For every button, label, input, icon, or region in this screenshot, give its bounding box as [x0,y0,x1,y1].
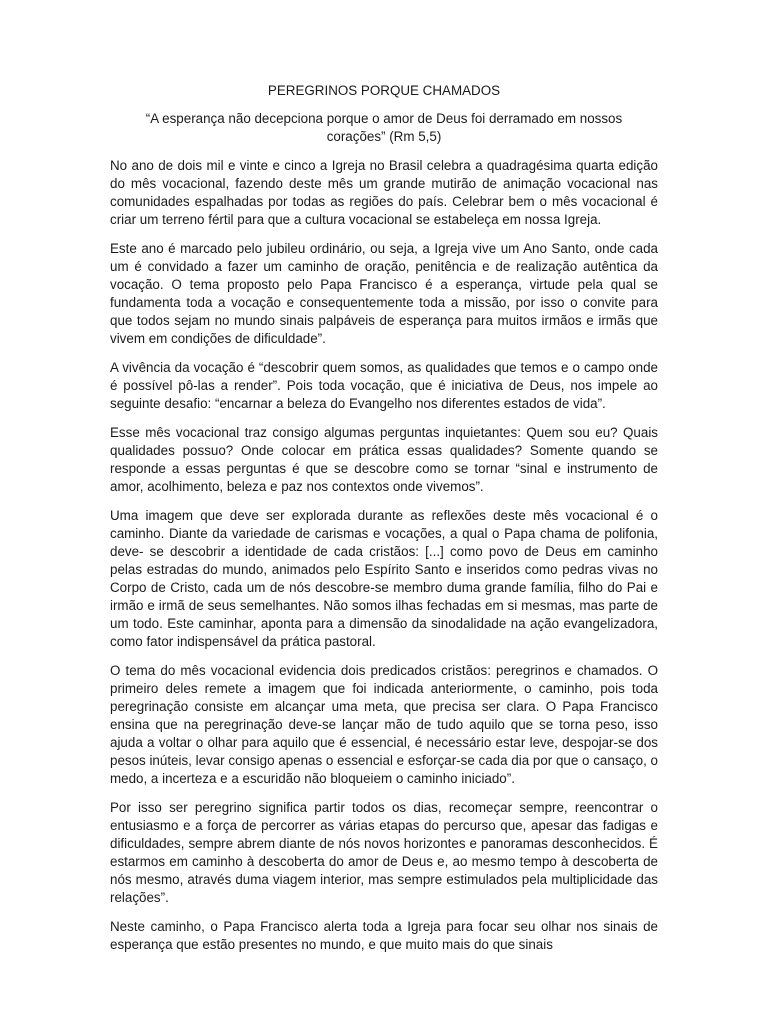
paragraph-5: Uma imagem que deve ser explorada durante as reflexões deste mês vocacional é o caminho. Diante da variedade de carismas e vocações, a qual o Papa chama de polifonia, deve- se descobrir a identidade de cada cristãos: [...] como povo de Deus em caminho pelas estradas do mundo, animados pelo Espírito Santo e inseridos como pedras vivas no Corpo de Cristo, cada um de nós descobre-se membro duma grande família, filho do Pai e irmão e irmã de seus semelhantes. Não somos ilhas fechadas em si mesmas, mas parte de um todo. Este caminhar, aponta para a dimensão da sinodalidade na ação evangelizadora, como fator indispensável da prática pastoral. [110,508,658,649]
paragraph-3: A vivência da vocação é “descobrir quem somos, as qualidades que temos e o campo onde é possível pô-las a render”. Pois toda vocação, que é iniciativa de Deus, nos impele ao seguinte desafio: “encarnar a beleza do Evangelho nos diferentes estados de vida”. [110,360,658,411]
document-title: PEREGRINOS PORQUE CHAMADOS [267,83,501,98]
paragraph-6: O tema do mês vocacional evidencia dois predicados cristãos: peregrinos e chamados. O primeiro deles remete a imagem que foi indicada anteriormente, o caminho, pois toda peregrinação consiste em alcançar uma meta, que precisa ser clara. O Papa Francisco ensina que na peregrinação deve-se lançar mão de tudo aquilo que se torna peso, isso ajuda a voltar o olhar para aquilo que é essencial, é necessário estar leve, despojar-se dos pesos inúteis, levar consigo apenas o essencial e esforçar-se cada dia por que o cansaço, o medo, a incerteza e a escuridão não bloqueiem o caminho iniciado”. [110,663,658,786]
paragraph-8: Neste caminho, o Papa Francisco alerta toda a Igreja para focar seu olhar nos sinais de esperança que estão presentes no mundo, e que muito mais do que sinais [110,919,658,952]
paragraph-4: Esse mês vocacional traz consigo algumas perguntas inquietantes: Quem sou eu? Quais qualidades possuo? Onde colocar em prática essas qualidades? Somente quando se responde a essas perguntas é que se descobre como se tornar “sinal e instrumento de amor, acolhimento, beleza e paz nos contextos onde vivemos”. [110,425,658,494]
paragraph-1: No ano de dois mil e vinte e cinco a Igreja no Brasil celebra a quadragésima quarta edição do mês vocacional, fazendo deste mês um grande mutirão de animação vocacional nas comunidades espalhadas por todas as regiões do país. Celebrar bem o mês vocacional é criar um terreno fértil para que a cultura vocacional se estabeleça em nossa Igreja. [110,158,658,227]
paragraph-2: Este ano é marcado pelo jubileu ordinário, ou seja, a Igreja vive um Ano Santo, onde cada um é convidado a fazer um caminho de oração, penitência e de realização autêntica da vocação. O tema proposto pelo Papa Francisco é a esperança, virtude pela qual se fundamenta toda a vocação e consequentemente toda a missão, por isso o convite para que todos sejam no mundo sinais palpáveis de esperança para muitos irmãos e irmãs que vivem em condições de dificuldade”. [110,241,658,346]
epigraph-quote: “A esperança não decepciona porque o amor de Deus foi derramado em nossos corações” (Rm 5,5) [145,111,623,144]
paragraph-7: Por isso ser peregrino significa partir todos os dias, recomeçar sempre, reencontrar o entusiasmo e a força de percorrer as várias etapas do percurso que, apesar das fadigas e dificuldades, sempre abrem diante de nós novos horizontes e panoramas desconhecidos. É estarmos em caminho à descoberta do amor de Deus e, ao mesmo tempo à descoberta de nós mesmo, através duma viagem interior, mas sempre estimulados pela multiplicidade das relações”. [110,800,658,905]
document-page [110,82,658,1024]
